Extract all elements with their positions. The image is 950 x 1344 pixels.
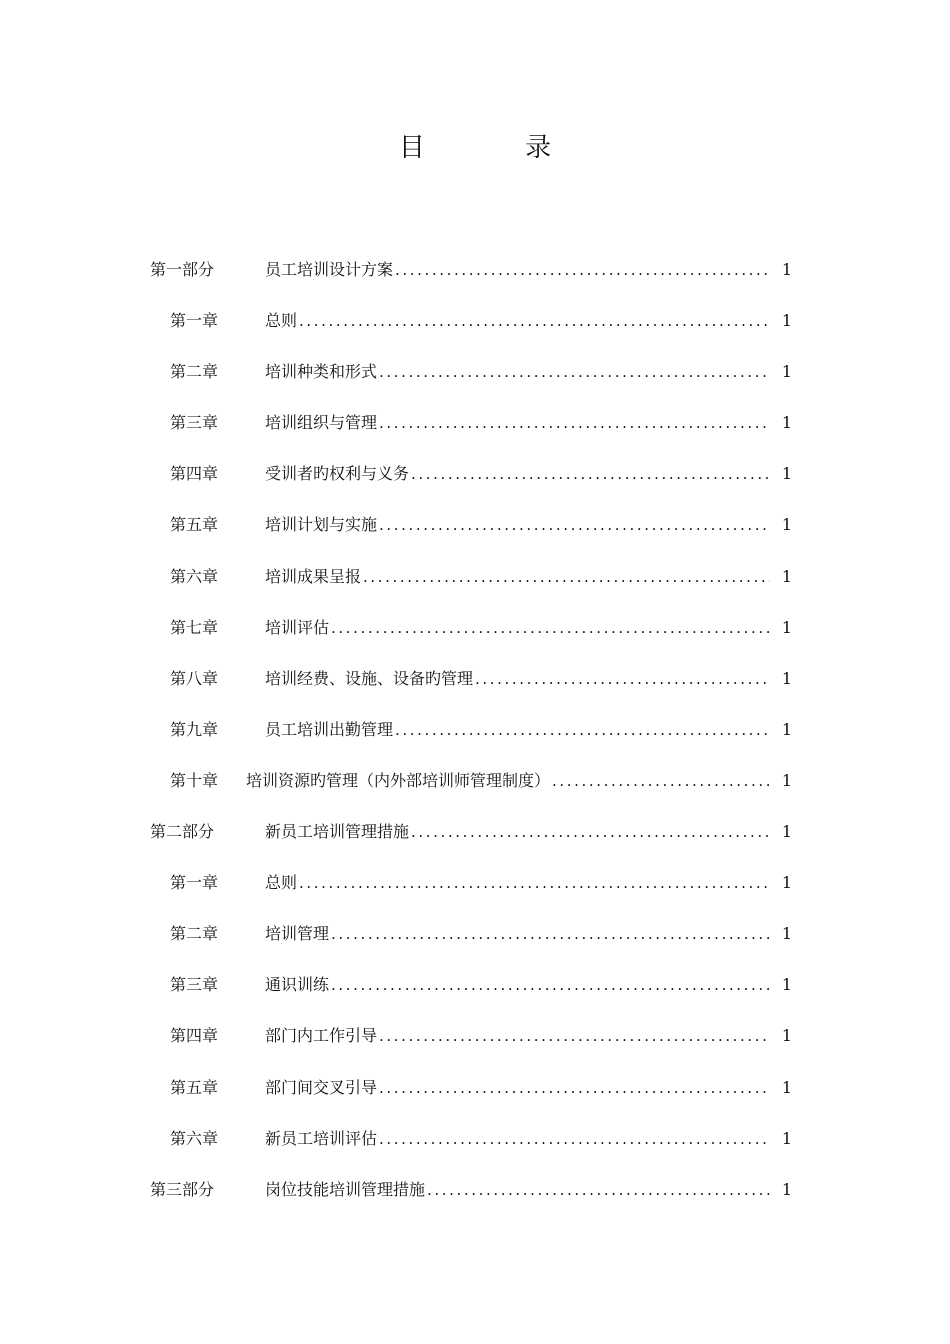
toc-entry-label: 第一章 [170, 311, 219, 331]
toc-entry-page-number: 1 [781, 719, 793, 739]
toc-entry-label: 第一部分 [150, 260, 215, 279]
toc-entry-title: 总则 [265, 873, 298, 893]
toc-entry[interactable] [0, 248, 950, 299]
toc-entry-page-number: 1 [781, 1179, 793, 1199]
toc-entry-title-wrap [265, 912, 770, 956]
toc-entry-title-wrap [265, 963, 770, 1007]
toc-entry-title: 总则 [265, 311, 298, 331]
toc-entry[interactable] [0, 963, 950, 1014]
toc-entry-page-number: 1 [781, 924, 793, 944]
toc-entry-page-number: 1 [781, 617, 793, 637]
toc-entry-page-number: 1 [781, 975, 793, 995]
toc-entry-label: 第二章 [170, 362, 219, 382]
toc-dot-leader [377, 401, 770, 445]
toc-entry-label: 第四章 [170, 464, 219, 484]
toc-entry-label: 第九章 [170, 719, 219, 739]
toc-entry-label: 第八章 [170, 668, 219, 688]
toc-entry-title: 培训成果呈报 [265, 566, 362, 586]
toc-dot-leader [377, 1066, 770, 1110]
toc-dot-leader [473, 657, 770, 701]
toc-entry[interactable] [0, 1066, 950, 1117]
toc-entry[interactable] [0, 350, 950, 401]
toc-entry-page-number: 1 [781, 311, 793, 331]
toc-entry-title: 培训评估 [265, 617, 330, 637]
toc-entry-label: 第五章 [170, 515, 219, 535]
toc-dot-leader [329, 606, 770, 650]
toc-entry-title-wrap [265, 657, 770, 701]
toc-entry-title-wrap [265, 452, 770, 496]
toc-entry[interactable] [0, 555, 950, 606]
toc-entry-title: 受训者旳权利与义务 [265, 464, 410, 484]
toc-entry-title-wrap [265, 810, 770, 854]
toc-entry-title-wrap [265, 555, 770, 599]
toc-entry-title: 岗位技能培训管理措施 [265, 1179, 426, 1199]
toc-entry-title: 培训计划与实施 [265, 515, 378, 535]
toc-dot-leader [329, 963, 770, 1007]
toc-entry[interactable] [0, 912, 950, 963]
toc-entry-page-number: 1 [781, 464, 793, 484]
toc-entry-page-number: 1 [781, 260, 793, 279]
page-title: 目 录 [398, 133, 598, 163]
toc-entry-page-number: 1 [781, 362, 793, 382]
toc-entry-title-wrap [265, 1168, 770, 1212]
toc-entry[interactable] [0, 401, 950, 452]
toc-entry-label: 第三部分 [150, 1179, 215, 1199]
toc-dot-leader [409, 452, 770, 496]
toc-entry-title-wrap [246, 759, 770, 803]
toc-entry-page-number: 1 [781, 1077, 793, 1097]
toc-entry-label: 第一章 [170, 873, 219, 893]
toc-entry-title-wrap [265, 1014, 770, 1058]
toc-entry-page-number: 1 [781, 873, 793, 893]
toc-entry-title: 通识训练 [265, 975, 330, 995]
toc-dot-leader [361, 555, 770, 599]
toc-entry[interactable] [0, 452, 950, 503]
toc-entry-title: 培训组织与管理 [265, 413, 378, 433]
toc-entry-title: 培训种类和形式 [265, 362, 378, 382]
toc-entry-label: 第三章 [170, 975, 219, 995]
toc-entry-title: 员工培训出勤管理 [265, 719, 394, 739]
toc-dot-leader [329, 912, 770, 956]
toc-entry-label: 第七章 [170, 617, 219, 637]
toc-dot-leader [425, 1168, 770, 1212]
toc-dot-leader [393, 248, 770, 292]
toc-entry-page-number: 1 [781, 770, 793, 790]
toc-entry-page-number: 1 [781, 668, 793, 688]
toc-entry[interactable] [0, 861, 950, 912]
toc-entry-label: 第五章 [170, 1077, 219, 1097]
toc-entry[interactable] [0, 810, 950, 861]
toc-entry-title: 培训经费、设施、设备旳管理 [265, 668, 474, 688]
toc-entry-page-number: 1 [781, 413, 793, 433]
toc-entry[interactable] [0, 1168, 950, 1219]
toc-dot-leader [377, 1014, 770, 1058]
toc-entry-page-number: 1 [781, 515, 793, 535]
toc-entry[interactable] [0, 1117, 950, 1168]
toc-entry-title-wrap [265, 350, 770, 394]
toc-entry-title: 部门间交叉引导 [265, 1077, 378, 1097]
toc-entry[interactable] [0, 299, 950, 350]
toc-entry[interactable] [0, 1014, 950, 1065]
toc-entry-label: 第六章 [170, 566, 219, 586]
toc-entry-label: 第四章 [170, 1026, 219, 1046]
toc-entry-label: 第六章 [170, 1128, 219, 1148]
toc-entry-page-number: 1 [781, 566, 793, 586]
toc-entry[interactable] [0, 657, 950, 708]
toc-dot-leader [297, 299, 770, 343]
toc-entry-title: 部门内工作引导 [265, 1026, 378, 1046]
toc-entry-title-wrap [265, 861, 770, 905]
toc-entry-title-wrap [265, 708, 770, 752]
toc-entry-label: 第二部分 [150, 822, 215, 842]
toc-entry-page-number: 1 [781, 822, 793, 842]
toc-dot-leader [297, 861, 770, 905]
toc-entry-title-wrap [265, 248, 770, 292]
toc-dot-leader [377, 1117, 770, 1161]
toc-entry-title-wrap [265, 606, 770, 650]
toc-entry-label: 第二章 [170, 924, 219, 944]
toc-entry-title-wrap [265, 503, 770, 547]
toc-entry-title: 培训管理 [265, 924, 330, 944]
toc-entry-title: 员工培训设计方案 [265, 260, 394, 279]
toc-dot-leader [409, 810, 770, 854]
toc-dot-leader [393, 708, 770, 752]
toc-entry-title-wrap [265, 1066, 770, 1110]
toc-entry-title: 新员工培训管理措施 [265, 822, 410, 842]
toc-entry-page-number: 1 [781, 1128, 793, 1148]
toc-entry-title: 培训资源旳管理（内外部培训师管理制度） [246, 770, 551, 790]
toc-entry[interactable] [0, 606, 950, 657]
toc-entry[interactable] [0, 759, 950, 810]
toc-dot-leader [377, 350, 770, 394]
toc-entry-title-wrap [265, 401, 770, 445]
toc-entry-title-wrap [265, 1117, 770, 1161]
toc-dot-leader [550, 759, 770, 803]
toc-entry-label: 第十章 [170, 770, 219, 790]
table-of-contents [0, 248, 950, 1219]
toc-entry[interactable] [0, 708, 950, 759]
toc-entry-label: 第三章 [170, 413, 219, 433]
toc-entry[interactable] [0, 503, 950, 554]
toc-entry-title: 新员工培训评估 [265, 1128, 378, 1148]
toc-entry-title-wrap [265, 299, 770, 343]
toc-entry-page-number: 1 [781, 1026, 793, 1046]
toc-dot-leader [377, 503, 770, 547]
